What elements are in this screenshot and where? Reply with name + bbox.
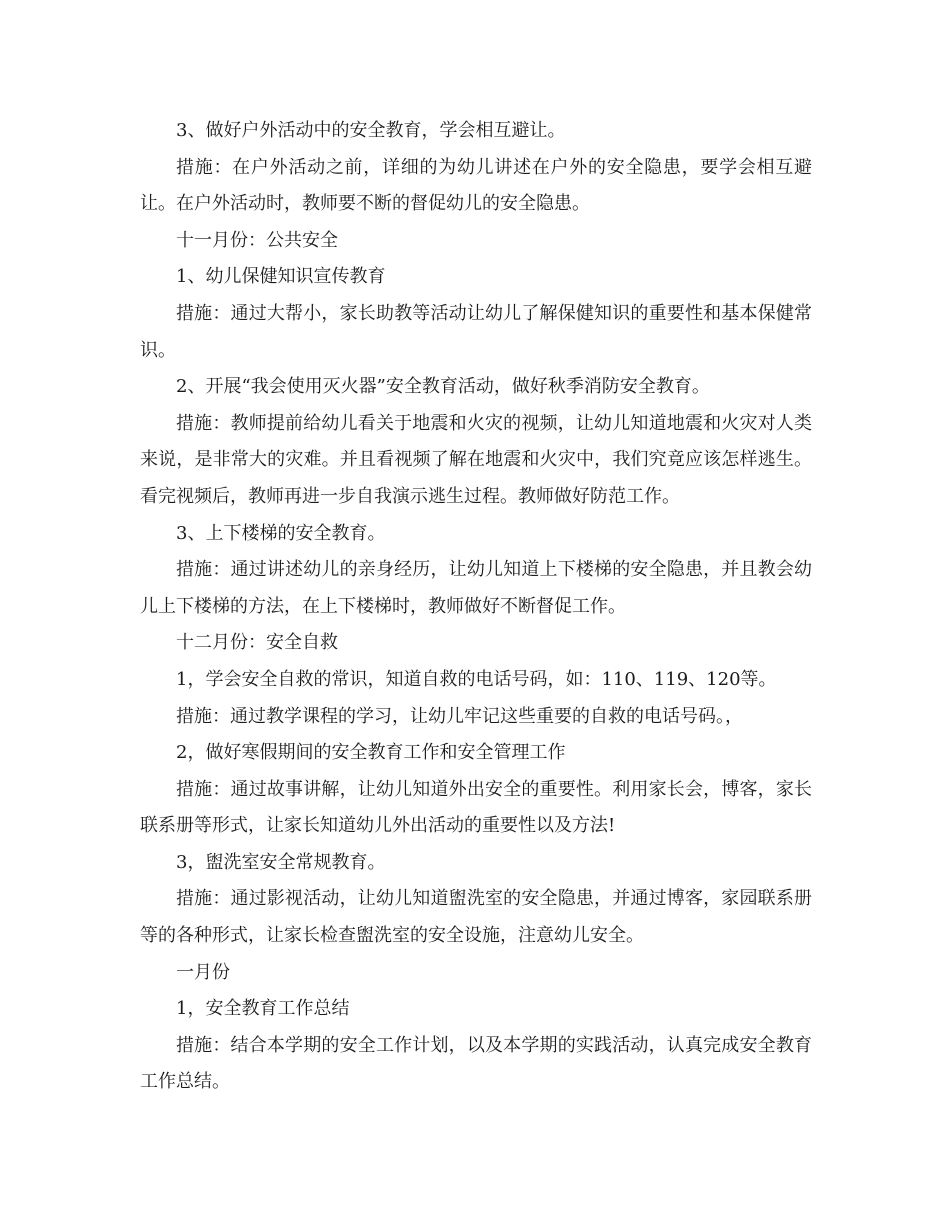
section-november: 十一月份：公共安全 (176, 229, 338, 251)
item-health-education: 1、幼儿保健知识宣传教育 (176, 266, 386, 288)
measure-stairs-safety: 措施：通过讲述幼儿的亲身经历，让幼儿知道上下楼梯的安全隐患，并且教会幼儿上下楼梯的方法，在上下楼梯时，教师做好不断督促工作。 (140, 559, 812, 617)
measure-outdoor-safety: 措施：在户外活动之前，详细的为幼儿讲述在户外的安全隐患，要学会相互避让。在户外活动时，教师要不断的督促幼儿的安全隐患。 (140, 156, 812, 215)
measure-work-summary: 措施：结合本学期的安全工作计划，以及本学期的实践活动，认真完成安全教育工作总结。 (140, 1034, 812, 1093)
item-winter-break: 2，做好寒假期间的安全教育工作和安全管理工作 (176, 742, 566, 764)
item-outdoor-safety: 3、做好户外活动中的安全教育，学会相互避让。 (176, 120, 566, 141)
measure-washroom-safety: 措施：通过影视活动，让幼儿知道盥洗室的安全隐患，并通过博客，家园联系册等的各种形式，让家长检查盥洗室的安全设施，注意幼儿安全。 (140, 888, 812, 947)
document-body (140, 113, 812, 1101)
measure-health-education: 措施：通过大帮小，家长助教等活动让幼儿了解保健知识的重要性和基本保健常识。 (140, 302, 812, 361)
item-work-summary: 1，安全教育工作总结 (176, 998, 350, 1020)
item-self-rescue: 1，学会安全自救的常识，知道自救的电话号码，如：110、119、120等。 (176, 668, 777, 690)
item-washroom-safety: 3，盥洗室安全常规教育。 (176, 851, 386, 873)
measure-winter-break: 措施：通过故事讲解，让幼儿知道外出安全的重要性。利用家长会，博客，家长联系册等形式，让家长知道幼儿外出活动的重要性以及方法! (140, 778, 812, 837)
section-january: 一月份 (176, 961, 230, 983)
measure-self-rescue: 措施：通过教学课程的学习，让幼儿牢记这些重要的自救的电话号码。， (176, 705, 743, 727)
measure-fire-extinguisher: 措施：教师提前给幼儿看关于地震和火灾的视频，让幼儿知道地震和火灾对人类来说，是非常大的灾难。并且看视频了解在地震和火灾中，我们究竟应该怎样逃生。看完视频后，教师再进一步自我演示逃生过程。教师做好防范工作。 (140, 412, 812, 507)
item-fire-extinguisher: 2、开展“我会使用灭火器”安全教育活动，做好秋季消防安全教育。 (176, 376, 710, 398)
section-december: 十二月份：安全自救 (176, 632, 338, 654)
item-stairs-safety: 3、上下楼梯的安全教育。 (176, 522, 386, 544)
